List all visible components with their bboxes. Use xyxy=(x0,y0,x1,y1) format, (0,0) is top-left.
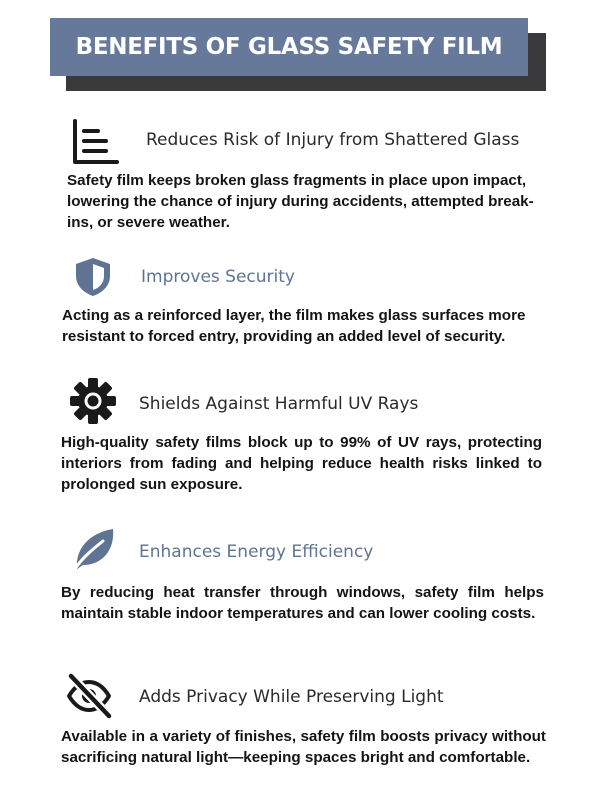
sun-icon xyxy=(69,377,117,425)
shield-icon xyxy=(72,255,114,299)
leaf-icon xyxy=(71,527,117,571)
benefit-description: Acting as a reinforced layer, the film makes glass surfaces more resistant to forced entry, providing an added level of security. xyxy=(62,307,526,345)
benefit-heading: Improves Security xyxy=(141,267,295,287)
title-banner xyxy=(0,0,600,100)
benefit-heading: Reduces Risk of Injury from Shattered Glass xyxy=(146,130,520,150)
bar-chart-icon xyxy=(70,117,120,167)
benefit-description: By reducing heat transfer through windows, safety film helps maintain stable indoor temperatures and can lower cooling costs. xyxy=(61,584,544,622)
eye-slash-icon xyxy=(65,672,113,720)
benefit-heading: Enhances Energy Efficiency xyxy=(139,542,374,562)
benefit-heading: Shields Against Harmful UV Rays xyxy=(139,394,419,414)
page-title: BENEFITS OF GLASS SAFETY FILM xyxy=(75,34,503,60)
benefit-description: Safety film keeps broken glass fragments in place upon impact, lowering the chance of injury during accidents, attempted break-ins, or severe weather. xyxy=(67,172,534,231)
benefit-heading: Adds Privacy While Preserving Light xyxy=(139,687,444,707)
benefit-description: High-quality safety films block up to 99% of UV rays, protecting interiors from fading and helping reduce health risks linked to prolonged sun exposure. xyxy=(61,434,542,493)
benefit-description: Available in a variety of finishes, safety film boosts privacy without sacrificing natural light—keeping spaces bright and comfortable. xyxy=(61,728,546,766)
